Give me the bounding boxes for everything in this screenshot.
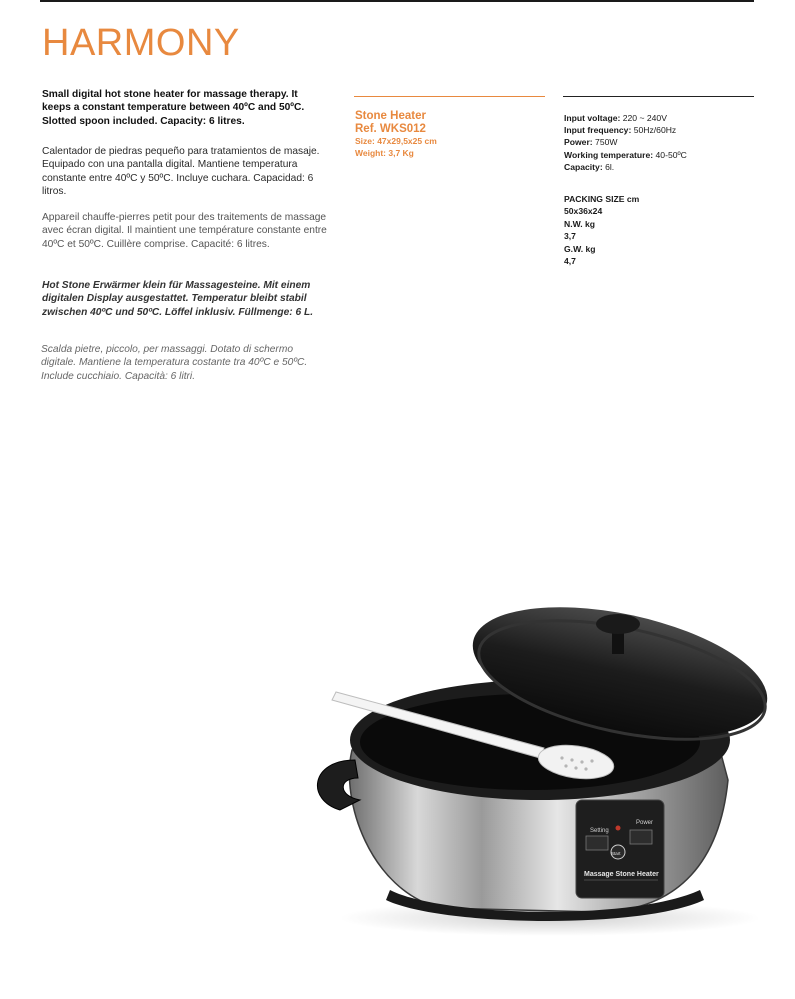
spec-value: 220 ~ 240V <box>620 113 667 123</box>
packing-header: PACKING SIZE cm <box>564 194 640 204</box>
product-name: Stone Heater <box>355 110 426 122</box>
panel-start-label: Start <box>611 851 621 856</box>
product-info <box>355 110 437 159</box>
gross-weight-label: G.W. kg <box>564 243 596 254</box>
spec-row <box>564 149 687 161</box>
spec-value: 6l. <box>602 161 615 172</box>
spec-label: Working temperature: <box>564 149 654 160</box>
description-english: Small digital hot stone heater for massage therapy. It keeps a constant temperature between 40ºC and 50ºC. Slotted spoon included. Capacity: 6 litres. <box>42 89 305 127</box>
top-rule <box>40 0 754 2</box>
packing-info <box>564 193 639 267</box>
description-italian: Scalda pietre, piccolo, per massaggi. Dotato di schermo digitale. Mantiene la temperatura costante tra 40ºC e 50ºC. Include cucchiaio. Capacità: 6 litri. <box>41 344 308 382</box>
spec-row <box>564 161 687 173</box>
gross-weight-value: 4,7 <box>564 256 576 267</box>
lid-knob <box>596 614 640 634</box>
page-title: HARMONY <box>42 22 240 64</box>
spec-value: 50Hz/60Hz <box>631 125 677 136</box>
spec-label: Capacity: <box>564 161 603 172</box>
spec-label: Power: <box>564 137 593 148</box>
product-ref: Ref. WKS012 <box>355 123 426 135</box>
description-french: Appareil chauffe-pierres petit pour des traitements de massage avec écran digital. Il maintient une température constante entre 40ºC et 50ºC. Cuillère comprise. Capacité: 6 litres. <box>42 212 327 250</box>
product-weight: Weight: 3,7 Kg <box>355 147 414 158</box>
spec-row <box>564 136 687 148</box>
panel-power-label: Power <box>636 820 654 826</box>
specs-list <box>564 112 687 173</box>
stone-heater-photo <box>300 600 780 940</box>
spec-value: 40-50ºC <box>653 149 687 160</box>
panel-brand-label: Massage Stone Heater <box>584 871 659 878</box>
net-weight-value: 3,7 <box>564 231 576 242</box>
spec-value: 750W <box>592 137 618 148</box>
spec-label: Input voltage: <box>564 113 621 123</box>
panel-setting-label: Setting <box>590 828 609 834</box>
net-weight-label: N.W. kg <box>564 218 596 229</box>
spec-row <box>564 124 687 136</box>
display-right <box>630 830 652 844</box>
description-spanish: Calentador de piedras pequeño para tratamientos de masaje. Equipado con una pantalla digital. Mantiene temperatura constante entre 40ºC y 50ºC. Incluye cuchara. Capacidad: 6 litros. <box>42 146 320 198</box>
packing-size: 50x36x24 <box>564 206 603 217</box>
display-left <box>586 836 608 850</box>
indicator-light <box>616 826 621 831</box>
description-german: Hot Stone Erwärmer klein für Massagesteine. Mit einem digitalen Display ausgestattet. Temperatur bleibt stabil zwischen 40ºC und 50ºC. Löffel inklusiv. Füllmenge: 6 L. <box>42 280 314 318</box>
product-size: Size: 47x29,5x25 cm <box>355 136 437 146</box>
spec-label: Input frequency: <box>564 125 632 136</box>
specs-rule <box>563 96 754 97</box>
spec-row <box>564 112 687 124</box>
product-rule <box>354 96 545 97</box>
